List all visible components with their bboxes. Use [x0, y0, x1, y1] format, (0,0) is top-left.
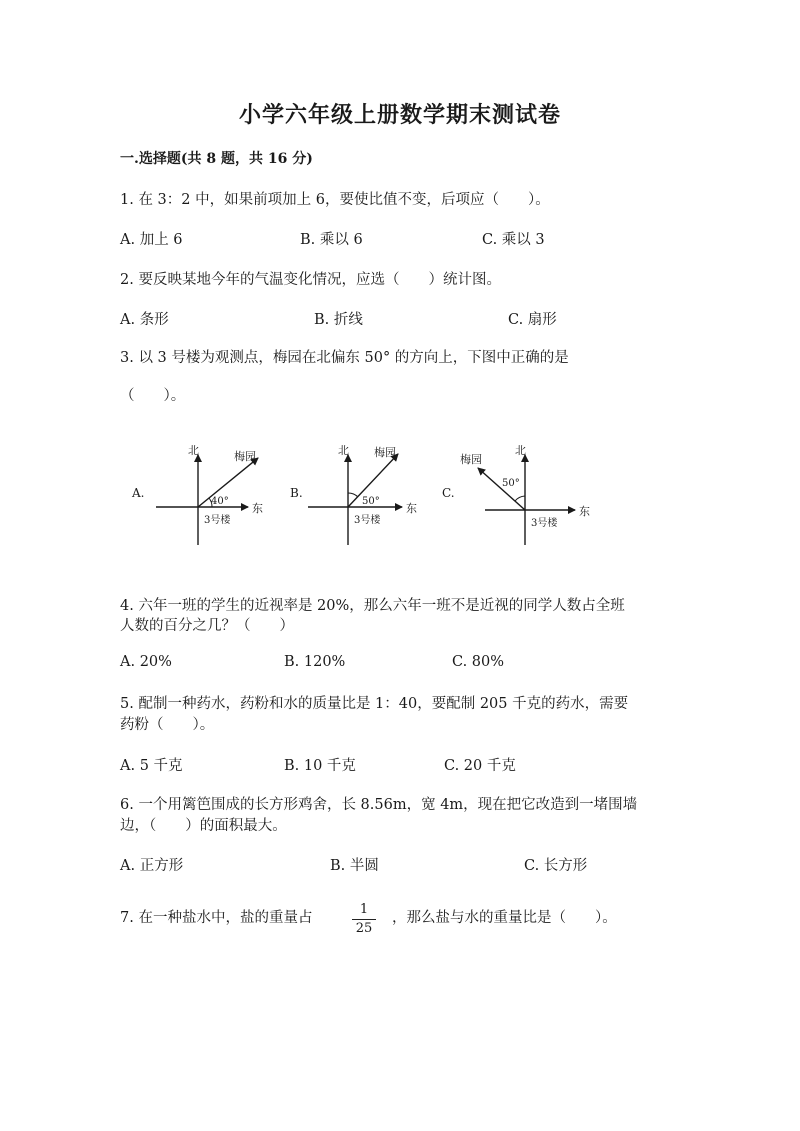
page-title: 小学六年级上册数学期末测试卷: [238, 102, 561, 128]
figure-b-east-label: 东: [406, 502, 417, 515]
fraction-bar: [352, 919, 376, 920]
question-1-option-a: A. 加上 6: [120, 232, 183, 248]
question-6-line-1: 6. 一个用篱笆围成的长方形鸡舍，长 8.56m，宽 4m，现在把它改造到一堵围墙: [120, 797, 638, 813]
question-5-line-2: 药粉（ ）。: [120, 717, 215, 733]
figure-a-building-label: 3号楼: [204, 515, 231, 526]
question-3-line-1: 3. 以 3 号楼为观测点，梅园在北偏东 50° 的方向上，下图中正确的是: [120, 350, 569, 366]
figure-c-target-label: 梅园: [460, 453, 482, 466]
figure-a-east-label: 东: [252, 502, 263, 515]
question-5-option-b: B. 10 千克: [284, 758, 356, 774]
figure-a-north-label: 北: [188, 444, 199, 457]
figure-b-target-label: 梅园: [374, 446, 396, 459]
figure-a: [131, 444, 263, 545]
question-5-option-c: C. 20 千克: [444, 758, 516, 774]
question-1-option-c: C. 乘以 3: [482, 232, 545, 248]
figure-c: [442, 444, 590, 545]
figure-b-angle-label: 50°: [362, 496, 380, 507]
figure-c-angle-label: 50°: [502, 478, 520, 489]
question-5-line-1: 5. 配制一种药水，药粉和水的质量比是 1：40，要配制 205 千克的药水，需要: [120, 696, 629, 712]
question-7-text-before: 7. 在一种盐水中，盐的重量占: [120, 910, 313, 926]
question-2-text: 2. 要反映某地今年的气温变化情况，应选（ ）统计图。: [120, 272, 501, 288]
figure-c-letter: C.: [442, 486, 455, 500]
figure-b: [290, 444, 417, 545]
question-4-option-b: B. 120%: [284, 654, 346, 670]
question-6-option-c: C. 长方形: [524, 858, 588, 874]
fraction-numerator: 1: [359, 902, 369, 917]
figure-c-east-label: 东: [579, 505, 590, 518]
figure-a-angle-label: 40°: [211, 496, 229, 507]
question-1-option-b: B. 乘以 6: [300, 232, 363, 248]
figure-c-building-label: 3号楼: [531, 518, 558, 529]
question-2-option-a: A. 条形: [120, 312, 169, 328]
question-2-option-c: C. 扇形: [508, 312, 557, 328]
question-3-figures: [120, 430, 620, 560]
section-heading: 一.选择题(共 8 题，共 16 分): [120, 151, 313, 167]
figure-b-building-label: 3号楼: [354, 515, 381, 526]
question-2-option-b: B. 折线: [314, 312, 363, 328]
question-4-option-a: A. 20%: [120, 654, 172, 670]
question-3-line-2: （ ）。: [120, 388, 186, 404]
figure-b-north-label: 北: [338, 444, 349, 457]
question-4-line-1: 4. 六年一班的学生的近视率是 20%，那么六年一班不是近视的同学人数占全班: [120, 598, 625, 614]
question-6-line-2: 边，（ ）的面积最大。: [120, 818, 287, 834]
question-1-text: 1. 在 3：2 中，如果前项加上 6，要使比值不变，后项应（ ）。: [120, 192, 550, 208]
fraction-denominator: 25: [355, 921, 373, 936]
question-7-text-after: ，那么盐与水的重量比是（ ）。: [392, 910, 617, 926]
figure-b-letter: B.: [290, 486, 303, 500]
figure-a-target-label: 梅园: [234, 450, 256, 463]
question-4-option-c: C. 80%: [452, 654, 505, 670]
figure-b-angle-arc: [348, 493, 358, 497]
question-4-line-2: 人数的百分之几？（ ）: [120, 618, 294, 634]
question-6-option-b: B. 半圆: [330, 858, 379, 874]
question-6-option-a: A. 正方形: [120, 858, 184, 874]
figure-a-letter: A.: [132, 486, 145, 500]
figure-c-direction-ray: [478, 468, 525, 510]
question-5-option-a: A. 5 千克: [120, 758, 183, 774]
figure-c-north-label: 北: [515, 444, 526, 457]
question-7-fraction: [352, 902, 376, 937]
figure-c-angle-arc: [515, 496, 525, 501]
